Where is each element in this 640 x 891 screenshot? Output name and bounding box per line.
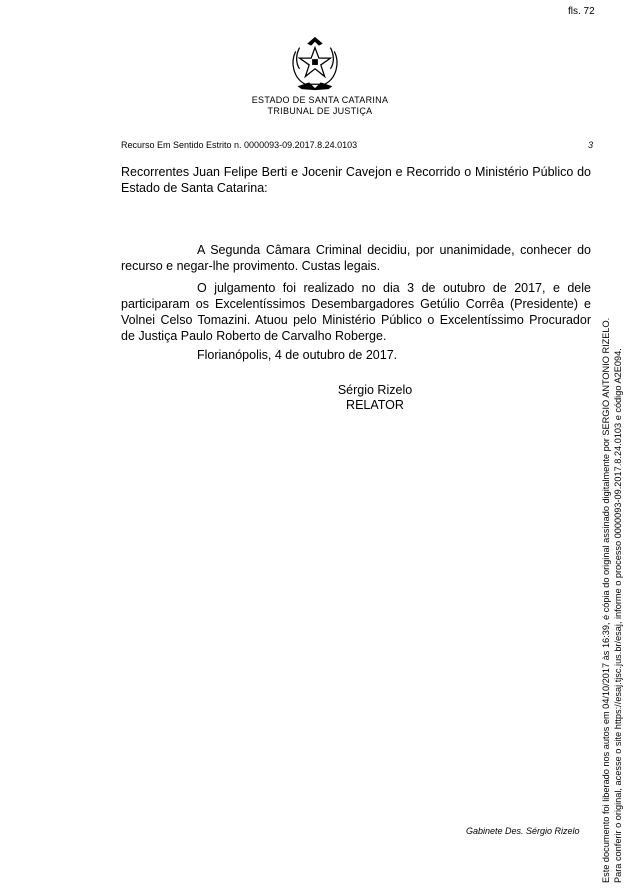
side-note-line2: Para conferir o original, acesse o site https://esaj.tjsc.jus.br/esaj, informe o processo 0000093-09.2017.8.24.0103 e código A2E094. bbox=[613, 348, 623, 883]
judgment-paragraph: O julgamento foi realizado no dia 3 de outubro de 2017, e dele participaram os Excelentíssimos Desembargadores Getúlio Corrêa (Presidente) e Volnei Celso Tomazini. Atuou pelo Ministério Público o Excelentíssimo Procurador de Justiça Paulo Roberto de Carvalho Roberge. bbox=[121, 281, 591, 343]
decision-paragraph: A Segunda Câmara Criminal decidiu, por unanimidade, conhecer do recurso e negar-lhe provimento. Custas legais. bbox=[121, 243, 591, 273]
page-index: 3 bbox=[588, 140, 594, 150]
signer-role: RELATOR bbox=[346, 398, 404, 412]
footer-office: Gabinete Des. Sérgio Rizelo bbox=[466, 826, 580, 836]
header-court: TRIBUNAL DE JUSTIÇA bbox=[267, 106, 373, 116]
coat-of-arms-icon bbox=[286, 34, 344, 92]
page-number-label: fls. 72 bbox=[568, 6, 595, 17]
digital-signature-note bbox=[600, 3, 624, 883]
place-date: Florianópolis, 4 de outubro de 2017. bbox=[197, 348, 398, 362]
side-note-line1: Este documento foi liberado nos autos em 04/10/2017 às 16:39, é cópia do original assinado digitalmente por SERGIO ANTONIO RIZELO. bbox=[601, 317, 611, 883]
case-reference: Recurso Em Sentido Estrito n. 0000093-09.2017.8.24.0103 bbox=[121, 140, 358, 150]
signer-name: Sérgio Rizelo bbox=[337, 383, 413, 397]
header-state: ESTADO DE SANTA CATARINA bbox=[251, 95, 389, 105]
parties-paragraph: Recorrentes Juan Felipe Berti e Jocenir Cavejon e Recorrido o Ministério Público do Estado de Santa Catarina: bbox=[121, 165, 591, 195]
